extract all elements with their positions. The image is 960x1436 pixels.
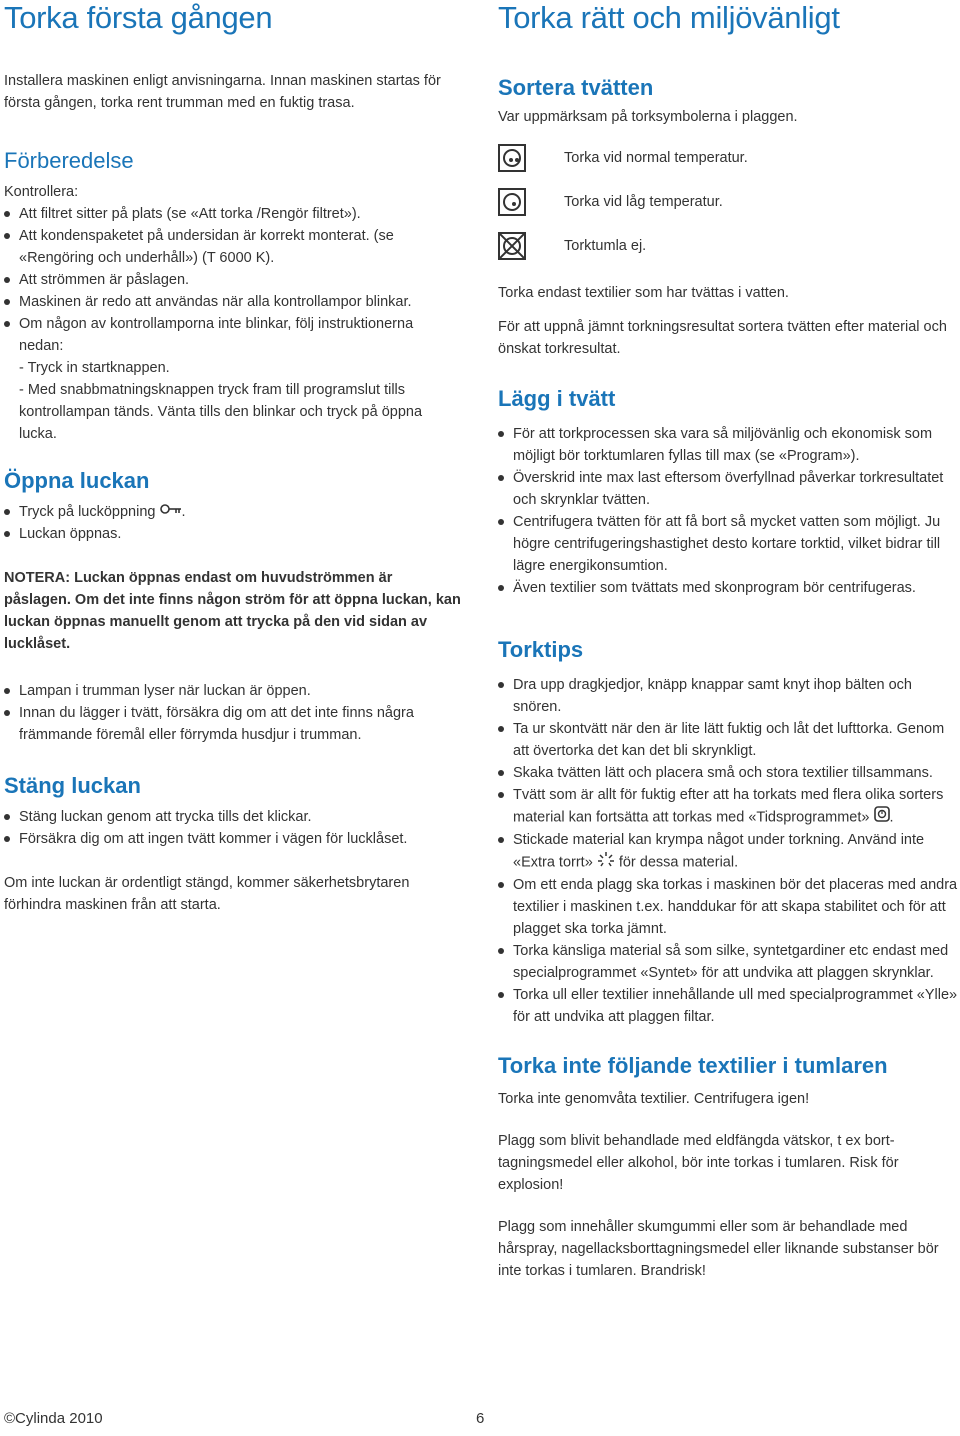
symbol-row [498, 180, 958, 224]
footer-page-number: 6 [476, 1410, 485, 1427]
list-item: Även textilier som tvättats med skonprogram bör centrifugeras. [498, 577, 958, 599]
section-heading-torktips: Torktips [498, 637, 584, 662]
section-heading-stang-luckan: Stäng luckan [4, 773, 141, 799]
list-item: Lampan i trumman lyser när luckan är öppen. [4, 680, 459, 702]
symbol-row [498, 224, 958, 268]
section-heading-sortera: Sortera tvätten [498, 75, 654, 100]
list-item-text: för dessa material. [618, 854, 739, 871]
forberedelse-lead: Kontrollera: [4, 184, 79, 200]
stang-list [4, 806, 459, 850]
torka-inte-p1: Torka inte genomvåta textilier. Centrifugera igen! [498, 1091, 810, 1107]
stang-paragraph: Om inte luckan är ordentligt stängd, kommer säkerhetsbrytaren förhindra maskinen från att starta. [4, 875, 410, 914]
tumble-dry-normal-icon [498, 144, 526, 172]
symbol-label: Torka vid normal temperatur. [564, 150, 748, 166]
section-heading-forberedelse: Förberedelse [4, 148, 134, 173]
list-item: Försäkra dig om att ingen tvätt kommer i vägen för lucklåset. [4, 828, 459, 850]
symbol-label: Torktumla ej. [564, 238, 647, 254]
forberedelse-list [4, 203, 459, 357]
note-text: Luckan öppnas endast om huvudströmmen är påslagen. Om det inte finns någon ström för att öppna luckan, kan luckan öppnas manuellt genom att trycka på den vid sidan av lucklåset. [4, 570, 461, 653]
sortera-p2: För att uppnå jämnt torkningsresultat sortera tvätten efter material och önskat torkresultat. [498, 319, 947, 357]
key-icon [160, 501, 182, 523]
section-heading-oppna-luckan: Öppna luckan [4, 468, 150, 493]
lagg-list [498, 423, 958, 599]
list-item-text: Tvätt som är allt för fuktig efter att ha torkats med flera olika sorters material kan fortsätta att torkas med «Tidsprogrammet» [513, 787, 944, 826]
section-heading-torka-inte: Torka inte följande textilier i tumlaren [498, 1053, 888, 1078]
list-item: Tvätt som är allt för fuktig efter att ha torkats med flera olika sorters material kan fortsätta att torkas med «Tidsprogrammet» . [498, 784, 958, 829]
sortera-p1: Torka endast textilier som har tvättas i vatten. [498, 285, 789, 301]
list-item-text: Tryck på lucköppning [19, 504, 156, 520]
page-title-left: Torka första gången [4, 0, 273, 35]
forberedelse-sub-step: - Tryck in startknappen. [19, 360, 170, 376]
tumble-dry-low-icon [498, 188, 526, 216]
list-item: Skaka tvätten lätt och placera små och stora textilier tillsammans. [498, 762, 958, 784]
page-title-right: Torka rätt och miljövänligt [498, 0, 840, 35]
list-item: Torka känsliga material så som silke, syntetgardiner etc endast med specialprogrammet «Syntet» för att undvika att plaggen skrynklar. [498, 940, 958, 984]
symbol-row [498, 136, 958, 180]
intro-paragraph: Installera maskinen enligt anvisningarna. Innan maskinen startas för första gången, torka rent trumman med en fuktig trasa. [4, 73, 441, 111]
list-item: Överskrid inte max last eftersom överfyllnad påverkar torkresultatet och skrynklar tvätten. [498, 467, 958, 511]
list-item: Torka ull eller textilier innehållande ull med specialprogrammet «Ylle» för att undvika att plaggen filtar. [498, 984, 958, 1028]
torka-inte-p2: Plagg som blivit behandlade med eldfängda vätskor, t ex borttagningsmedel eller alkohol, bör inte torkas i tumlaren. Risk för explosion! [498, 1133, 899, 1193]
forberedelse-sub-step: - Med snabbmatningsknappen tryck fram till programslut tills kontrollampan tänds. Vänta tills den blinkar och tryck på öppna lucka. [19, 382, 423, 442]
torka-inte-p3: Plagg som innehåller skumgummi eller som är behandlade med hårspray, nagellacksborttagningsmedel eller liknande substanser bör inte torkas i tumlaren. Brandrisk! [498, 1219, 939, 1279]
sortera-lead: Var uppmärksam på torksymbolerna i plaggen. [498, 109, 798, 125]
symbol-label: Torka vid låg temperatur. [564, 194, 723, 210]
list-item: Maskinen är redo att användas när alla kontrollampor blinkar. [4, 291, 459, 313]
list-item: Dra upp dragkjedjor, knäpp knappar samt knyt ihop bälten och snören. [498, 674, 958, 718]
list-item: Att filtret sitter på plats (se «Att torka /Rengör filtret»). [4, 203, 459, 225]
oppna-list-2 [4, 680, 459, 746]
note-paragraph [4, 567, 462, 655]
list-item: Ta ur skontvätt när den är lite lätt fuktig och låt det lufttorka. Genom att övertorka det kan det bli skrynkligt. [498, 718, 958, 762]
torktips-list [498, 674, 958, 1028]
list-item: Att kondenspaketet på undersidan är korrekt monterat. (se «Rengöring och underhåll») (T 6000 K). [4, 225, 459, 269]
list-item: Stäng luckan genom att trycka tills det klickar. [4, 806, 459, 828]
footer-copyright: ©Cylinda 2010 [4, 1410, 103, 1427]
oppna-list [4, 501, 459, 545]
left-column [4, 0, 464, 916]
list-item [4, 501, 459, 523]
right-column [498, 0, 958, 1282]
list-item: Innan du lägger i tvätt, försäkra dig om att det inte finns några främmande föremål eller förrymda husdjur i trumman. [4, 702, 459, 746]
timer-program-icon [874, 806, 890, 829]
list-item: Om ett enda plagg ska torkas i maskinen bör det placeras med andra textilier i maskinen t.ex. handdukar för att skapa stabilitet och för att plagget ska torka jämnt. [498, 874, 958, 940]
list-item: För att torkprocessen ska vara så miljövänlig och ekonomisk som möjligt bör torktumlaren fyllas till max (se «Program»). [498, 423, 958, 467]
list-item [498, 829, 958, 874]
do-not-tumble-dry-icon [498, 232, 526, 260]
list-item: Att strömmen är påslagen. [4, 269, 459, 291]
list-item-text: Stickade material kan krympa något under torkning. Använd inte «Extra torrt» [513, 832, 925, 871]
note-label: NOTERA: [4, 570, 71, 587]
list-item: Centrifugera tvätten för att få bort så mycket vatten som möjligt. Ju högre centrifugeringshastighet desto kortare torktid, vilket bidrar till lägre energikonsumtion. [498, 511, 958, 577]
list-item-period: . [181, 504, 186, 520]
section-heading-lagg-i-tvatt: Lägg i tvätt [498, 386, 616, 411]
extra-dry-icon [597, 851, 615, 874]
list-item: Om någon av kontrollamporna inte blinkar, följ instruktionerna nedan: [4, 313, 459, 357]
list-item: Luckan öppnas. [4, 523, 459, 545]
